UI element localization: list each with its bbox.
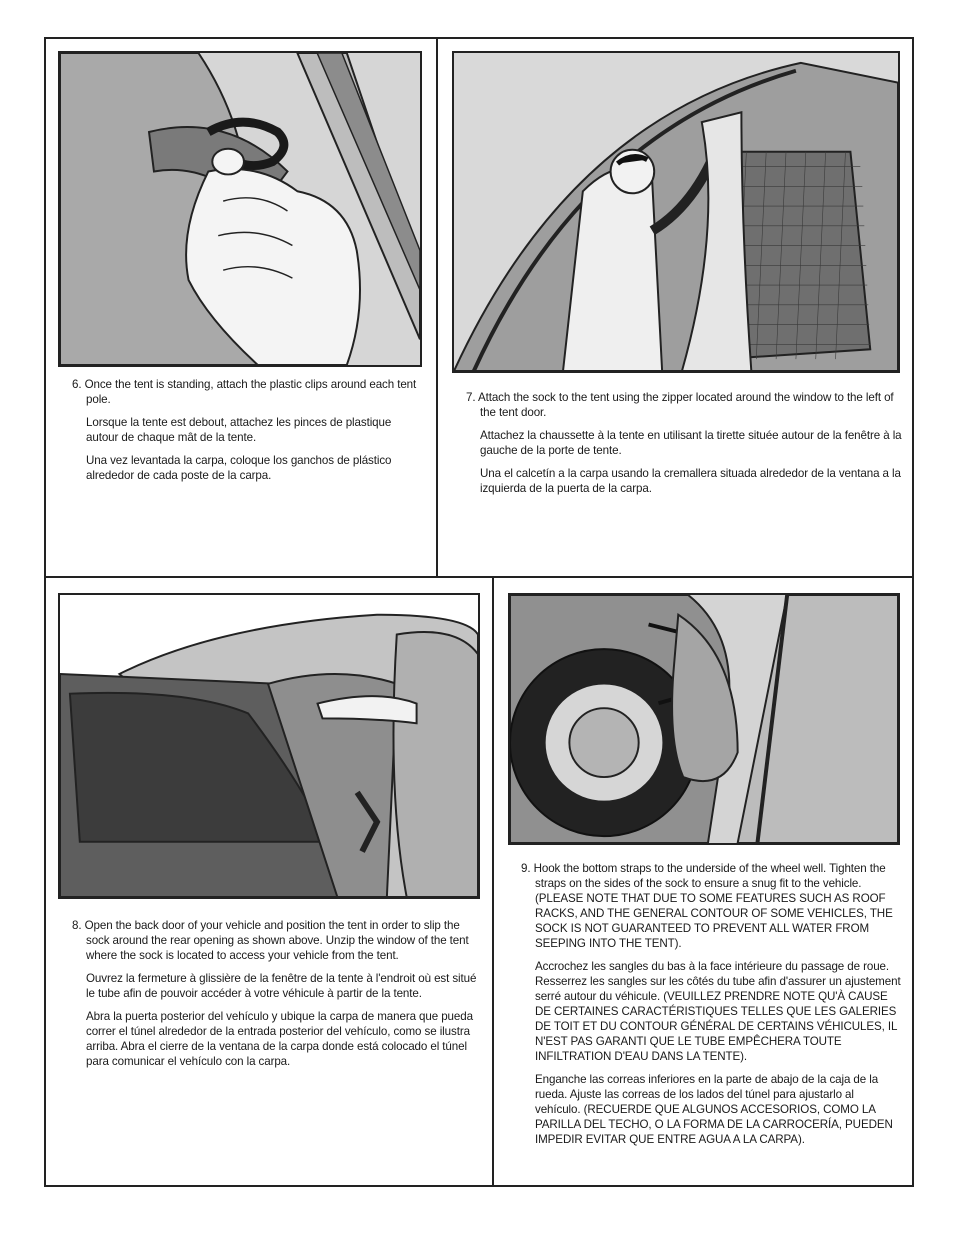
step-6-illustration [58, 51, 422, 367]
step-6-text [72, 377, 422, 491]
horizontal-divider [44, 576, 914, 578]
step-7-text [466, 390, 902, 504]
step-9-spanish: Enganche las correas inferiores en la parte de abajo de la caja de la rueda. Ajuste las correas de los lados del túnel para ajustarlo al vehículo. (RECUERDE QUE ALGUNOS ACCESORIOS, COMO LA PARILLA DEL TECHO, O LA FORMA DE LA CARROCERÍA, PUEDEN IMPEDIR EVITAR QUE ENTRE AGUA A LA CARPA). [535, 1073, 893, 1146]
step-8-spanish: Abra la puerta posterior del vehículo y ubique la carpa de manera que pueda correr el túnel alrededor de la entrada posterior del vehículo, como se ilustra arriba. Abra el cierre de la ventana de la carpa donde está colocado el túnel para comunicar el vehículo con la carpa. [86, 1010, 473, 1068]
top-column-divider [436, 37, 438, 578]
step-8-english: 8. Open the back door of your vehicle and position the tent in order to slip the sock around the rear opening as shown above. Unzip the window of the tent where the sock is located to access your vehicle from the tent. [72, 919, 469, 962]
step-9-illustration [508, 593, 900, 845]
step-8-french: Ouvrez la fermeture à glissière de la fenêtre de la tente à l'endroit où est situé le tube afin de pouvoir accéder à votre véhicule à partir de la tente. [86, 972, 477, 1000]
step-9-french: Accrochez les sangles du bas à la face intérieure du passage de roue. Resserrez les sangles sur les côtés du tube afin d'assurer un ajustement serré autour du véhicule. (VEUILLEZ PRENDRE NOTE QU'À CAUSE DE CERTAINES CARACTÉRISTIQUES TELLES QUE LES GALERIES DE TOIT ET DU CONTOUR GÉNÉRAL DE CERTAINS VÉHICULES, IL N'EST PAS GARANTI QUE LE TUBE EMPÊCHERA TOUTE INFILTRATION D'EAU DANS LA TENTE). [535, 960, 901, 1063]
step-6-spanish: Una vez levantada la carpa, coloque los ganchos de plástico alrededor de cada poste de la carpa. [86, 454, 392, 482]
step-7-illustration [452, 51, 900, 373]
step-9-english: 9. Hook the bottom straps to the underside of the wheel well. Tighten the straps on the sides of the sock to ensure a snug fit to the vehicle. (PLEASE NOTE THAT DUE TO SOME FEATURES SUCH AS ROOF RACKS, AND THE GENERAL CONTOUR OF SOME VEHICLES, THE SOCK IS NOT GUARANTEED TO PREVENT ALL WATER FROM SEEPING INTO THE TENT). [521, 862, 893, 950]
step-8-illustration [58, 593, 480, 899]
bottom-column-divider [492, 576, 494, 1187]
step-7-english: 7. Attach the sock to the tent using the zipper located around the window to the left of the tent door. [466, 391, 894, 419]
step-9-text [521, 861, 901, 1155]
step-6-english: 6. Once the tent is standing, attach the plastic clips around each tent pole. [72, 378, 417, 406]
step-7-french: Attachez la chaussette à la tente en utilisant la tirette située autour de la fenêtre à la gauche de la porte de tente. [480, 429, 902, 457]
step-7-spanish: Una el calcetín a la carpa usando la cremallera situada alrededor de la ventana a la izquierda de la puerta de la carpa. [480, 467, 901, 495]
step-8-text [72, 918, 482, 1077]
step-6-french: Lorsque la tente est debout, attachez les pinces de plastique autour de chaque mât de la tente. [86, 416, 392, 444]
